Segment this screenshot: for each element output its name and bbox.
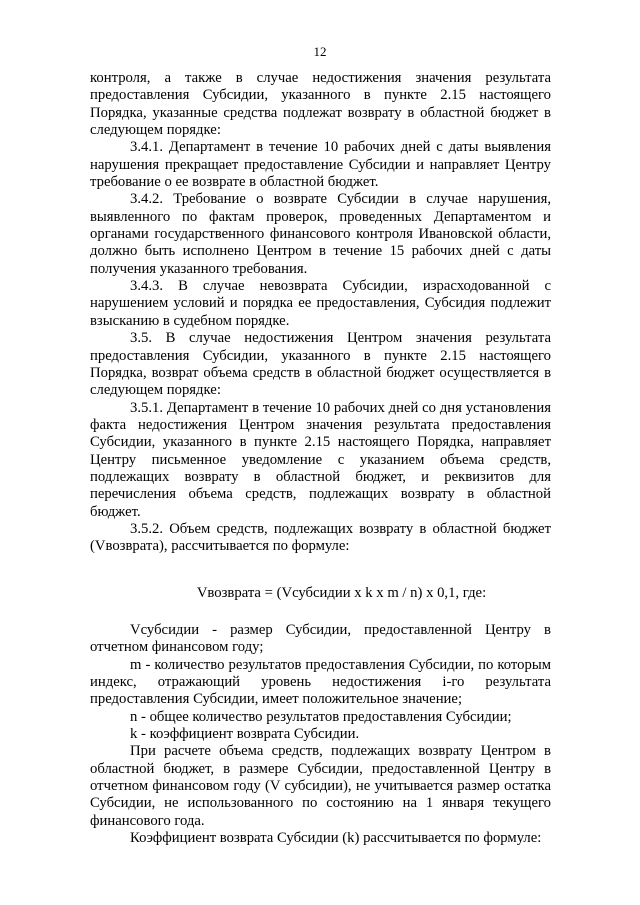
paragraph-continuation: контроля, а также в случае недостижения значения результата предоставления Субсидии, указанного в пункте 2.15 настоящего Порядка, указанные средства подлежат возврату в областной бюджет в следующем порядке: [90, 70, 551, 139]
paragraph-remainder-note: При расчете объема средств, подлежащих возврату Центром в областной бюджет, в размере Субсидии, предоставленной Центру в отчетном финансовом году (V субсидии), не учитывается размер остатка Субсидии, не использованного по состоянию на 1 января текущего финансового года. [90, 743, 551, 829]
definition-m: m - количество результатов предоставления Субсидии, по которым индекс, отражающий уровень недостижения i-го результата предоставления Субсидии, имеет положительное значение; [90, 656, 551, 708]
paragraph-3-4-1: 3.4.1. Департамент в течение 10 рабочих дней с даты выявления нарушения прекращает предоставление Субсидии и направляет Центру требование о ее возврате в областной бюджет. [90, 139, 551, 191]
definition-n: n - общее количество результатов предоставления Субсидии; [130, 708, 512, 725]
paragraph-3-5-1: 3.5.1. Департамент в течение 10 рабочих дней со дня установления факта недостижения Центром значения результата предоставления Субсидии, указанного в пункте 2.15 настоящего Порядка, направляет Центру письменное уведомление с указанием объема средств, подлежащих возврату в областной бюджет, и реквизитов для перечисления объема средств, подлежащих возврату в областной бюджет. [90, 399, 551, 520]
definition-v-subsidy: Vсубсидии - размер Субсидии, предоставленной Центру в отчетном финансовом году; [90, 621, 551, 656]
paragraph-coefficient-formula-intro: Коэффициент возврата Субсидии (k) рассчитывается по формуле: [130, 830, 542, 847]
definition-k: k - коэффициент возврата Субсидии. [130, 726, 360, 743]
paragraph-3-5: 3.5. В случае недостижения Центром значения результата предоставления Субсидии, указанного в пункте 2.15 настоящего Порядка, возврат объема средств в областной бюджет осуществляется в следующем порядке: [90, 330, 551, 399]
paragraph-3-5-2: 3.5.2. Объем средств, подлежащих возврату в областной бюджет (Vвозврата), рассчитывается по формуле: [90, 520, 551, 555]
paragraph-3-4-3: 3.4.3. В случае невозврата Субсидии, израсходованной с нарушением условий и порядка ее предоставления, Субсидия подлежит взысканию в судебном порядке. [90, 278, 551, 329]
paragraph-3-4-2: 3.4.2. Требование о возврате Субсидии в случае нарушения, выявленного по фактам проверок, проведенных Департаментом и органами государственного финансового контроля Ивановской области, должно быть исполнено Центром в течение 15 рабочих дней с даты получения указанного требования. [90, 191, 551, 277]
return-volume-formula: Vвозврата = (Vсубсидии x k x m / n) x 0,1, где: [196, 584, 487, 601]
document-body [90, 70, 551, 847]
page-number: 12 [313, 44, 327, 59]
